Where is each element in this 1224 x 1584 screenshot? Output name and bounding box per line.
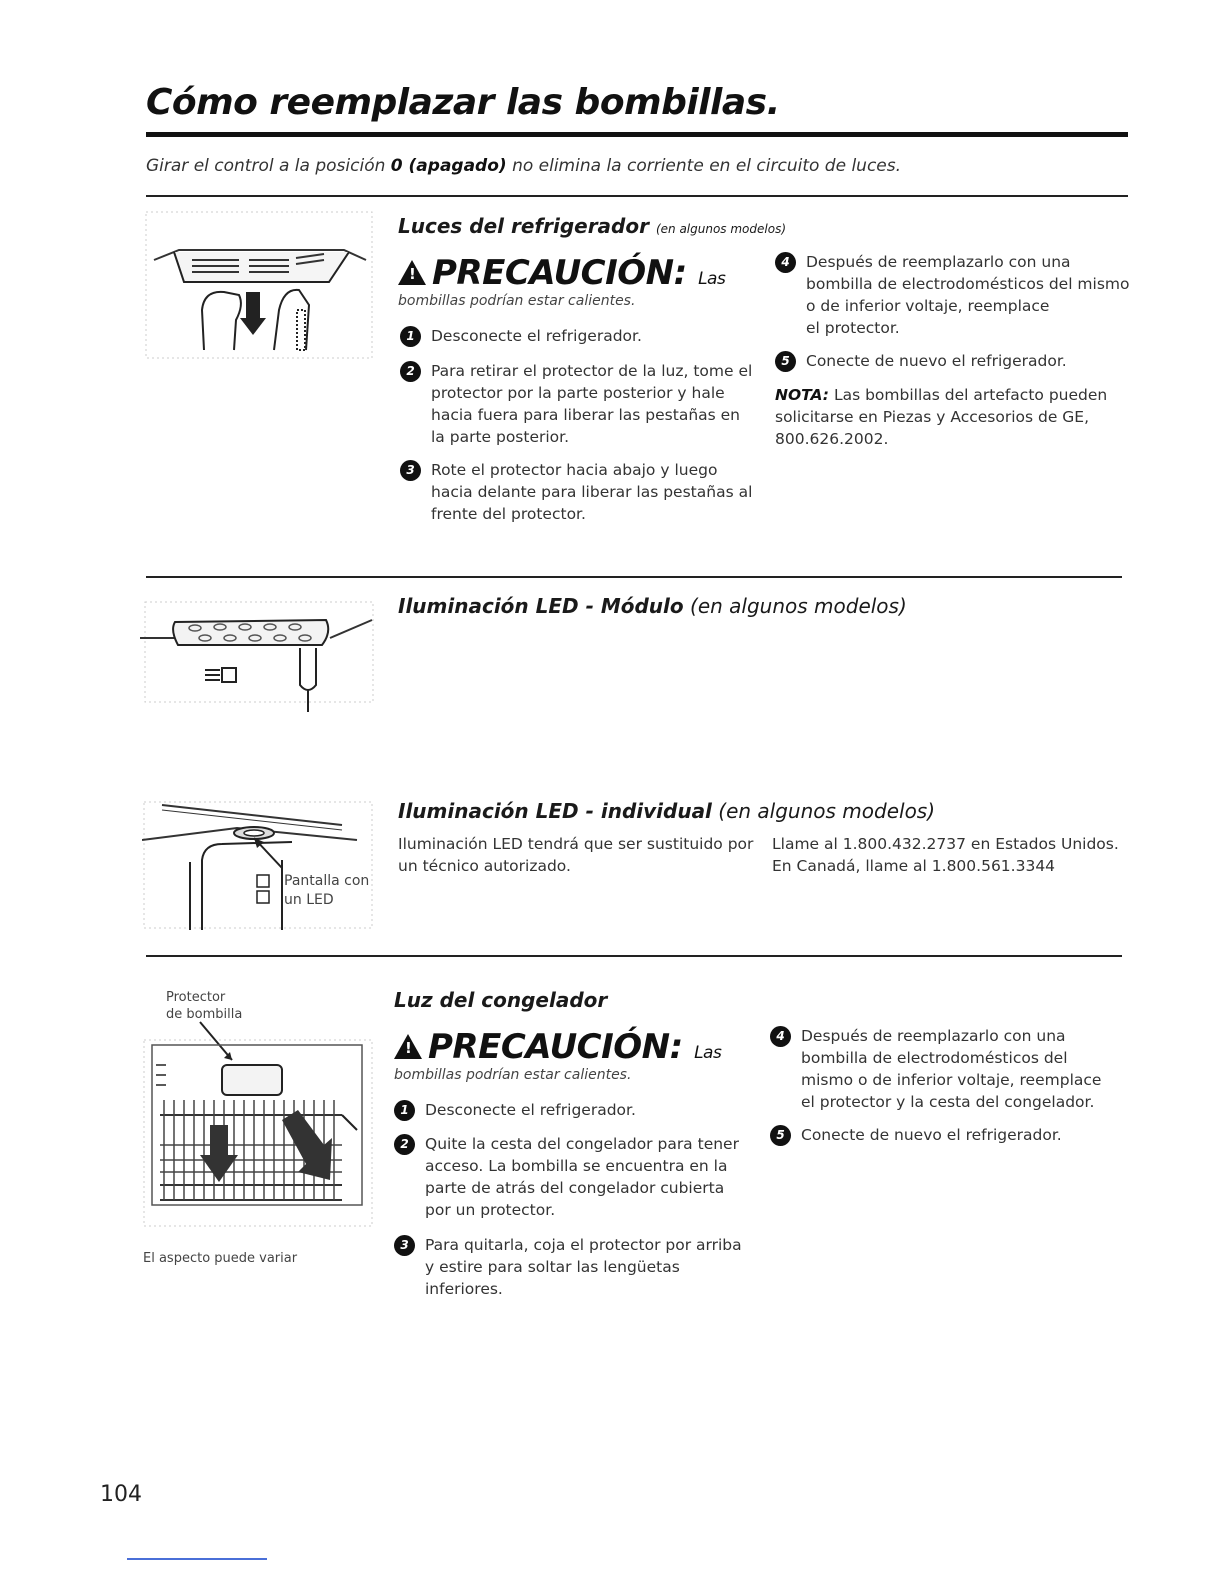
freezer-callout-line: de bombilla (166, 1007, 243, 1022)
freezer-step-2 (394, 1133, 754, 1223)
section-divider-1 (146, 195, 1128, 197)
led-individual-illustration (142, 800, 374, 932)
freezer-illustration (142, 1020, 374, 1230)
step-number-icon: 1 (394, 1100, 415, 1121)
step-number-icon: 3 (400, 460, 421, 481)
title-divider (146, 132, 1128, 137)
fridge-step-1 (400, 325, 760, 349)
warning-triangle-icon (398, 260, 426, 285)
freezer-callout (166, 989, 242, 1023)
step-line: frente del protector. (431, 505, 586, 523)
fridge-step-4 (775, 251, 1135, 341)
fridge-light-illustration (144, 210, 374, 360)
step-number-icon: 1 (400, 326, 421, 347)
led-individual-heading (398, 799, 935, 823)
led-individual-heading-bold: Iluminación LED - individual (398, 799, 712, 823)
page-title: Cómo reemplazar las bombillas. (146, 82, 780, 123)
led-module-heading-bold: Iluminación LED - Módulo (398, 594, 684, 618)
fridge-lights-heading (398, 214, 786, 238)
step-line: y estire para soltar las lengüetas (425, 1258, 680, 1276)
freezer-step-4 (770, 1025, 1130, 1115)
step-line: hacia fuera para liberar las pestañas en (431, 406, 741, 424)
step-line: acceso. La bombilla se encuentra en la (425, 1157, 728, 1175)
step-line: hacia delante para liberar las pestañas al (431, 483, 753, 501)
led-module-heading (398, 594, 907, 618)
freezer-caution-las: Las (694, 1043, 722, 1063)
step-line: Desconecte el refrigerador. (431, 327, 642, 345)
appearance-caption: El aspecto puede variar (143, 1251, 298, 1266)
freezer-step-1 (394, 1099, 754, 1123)
nota-line: solicitarse en Piezas y Accesorios de GE, (775, 408, 1090, 426)
step-line: inferiores. (425, 1280, 503, 1298)
led-callout-line: Pantalla con (284, 873, 370, 889)
step-line: mismo o de inferior voltaje, reemplace (801, 1071, 1102, 1089)
fridge-lights-heading-note: (en algunos modelos) (655, 222, 787, 236)
step-line: bombilla de electrodomésticos del mismo (806, 275, 1130, 293)
step-line: Después de reemplazarlo con una (806, 253, 1071, 271)
step-number-icon: 4 (775, 252, 796, 273)
warning-triangle-icon (394, 1034, 422, 1059)
nota-label: NOTA: (775, 386, 830, 404)
led-individual-heading-light: (en algunos modelos) (711, 799, 936, 823)
step-line: Rote el protector hacia abajo y luego (431, 461, 718, 479)
step-line: la parte posterior. (431, 428, 570, 446)
step-line: Para retirar el protector de la luz, tome el (431, 362, 753, 380)
step-line: Para quitarla, coja el protector por arriba (425, 1236, 742, 1254)
fridge-caution-las: Las (698, 269, 726, 289)
fridge-step-3 (400, 459, 760, 529)
fridge-caution-rest: bombillas podrían estar calientes. (398, 293, 636, 309)
freezer-caution-word: PRECAUCIÓN: (428, 1027, 683, 1067)
fridge-step-5 (775, 350, 1135, 374)
led-right-line: En Canadá, llame al 1.800.561.3344 (772, 857, 1056, 875)
step-number-icon: 5 (770, 1125, 791, 1146)
step-line: Después de reemplazarlo con una (801, 1027, 1066, 1045)
freezer-callout-line: Protector (166, 990, 226, 1005)
step-line: el protector y la cesta del congelador. (801, 1093, 1095, 1111)
led-callout (284, 872, 369, 910)
subtitle-pre: Girar el control a la posición (146, 156, 391, 176)
freezer-step-5 (770, 1124, 1130, 1148)
step-line: por un protector. (425, 1201, 556, 1219)
step-line: parte de atrás del congelador cubierta (425, 1179, 725, 1197)
led-individual-left-text (398, 833, 768, 877)
step-line: Conecte de nuevo el refrigerador. (801, 1126, 1062, 1144)
fridge-step-2 (400, 360, 760, 450)
fridge-lights-heading-text: Luces del refrigerador (398, 214, 649, 238)
step-line: o de inferior voltaje, reemplace (806, 297, 1050, 315)
footer-line (127, 1558, 267, 1560)
step-line: bombilla de electrodomésticos del (801, 1049, 1068, 1067)
step-number-icon: 5 (775, 351, 796, 372)
led-individual-right-text (772, 833, 1132, 877)
step-line: el protector. (806, 319, 900, 337)
led-left-line: Iluminación LED tendrá que ser sustituido por (398, 835, 754, 853)
fridge-caution (398, 253, 725, 293)
led-module-heading-light: (en algunos modelos) (683, 594, 907, 618)
led-module-illustration (140, 600, 375, 715)
nota-line: 800.626.2002. (775, 430, 889, 448)
section-divider-2 (146, 576, 1122, 578)
freezer-caution (394, 1027, 721, 1067)
section-divider-3 (146, 955, 1122, 957)
page-number: 104 (100, 1482, 142, 1507)
page-subtitle (146, 156, 901, 176)
led-left-line: un técnico autorizado. (398, 857, 571, 875)
fridge-nota (775, 384, 1135, 450)
subtitle-bold: 0 (apagado) (390, 156, 507, 176)
freezer-caution-rest: bombillas podrían estar calientes. (394, 1067, 632, 1083)
freezer-heading: Luz del congelador (394, 988, 608, 1012)
nota-line: Las bombillas del artefacto pueden (829, 386, 1108, 404)
led-callout-line: un LED (284, 892, 334, 908)
step-number-icon: 4 (770, 1026, 791, 1047)
step-line: Quite la cesta del congelador para tener (425, 1135, 739, 1153)
freezer-step-3 (394, 1234, 754, 1304)
step-number-icon: 2 (394, 1134, 415, 1155)
step-number-icon: 3 (394, 1235, 415, 1256)
fridge-caution-word: PRECAUCIÓN: (432, 253, 687, 293)
step-line: protector por la parte posterior y hale (431, 384, 725, 402)
subtitle-post: no elimina la corriente en el circuito de luces. (506, 156, 902, 176)
step-line: Conecte de nuevo el refrigerador. (806, 352, 1067, 370)
step-number-icon: 2 (400, 361, 421, 382)
led-right-line: Llame al 1.800.432.2737 en Estados Unidos. (772, 835, 1119, 853)
step-line: Desconecte el refrigerador. (425, 1101, 636, 1119)
